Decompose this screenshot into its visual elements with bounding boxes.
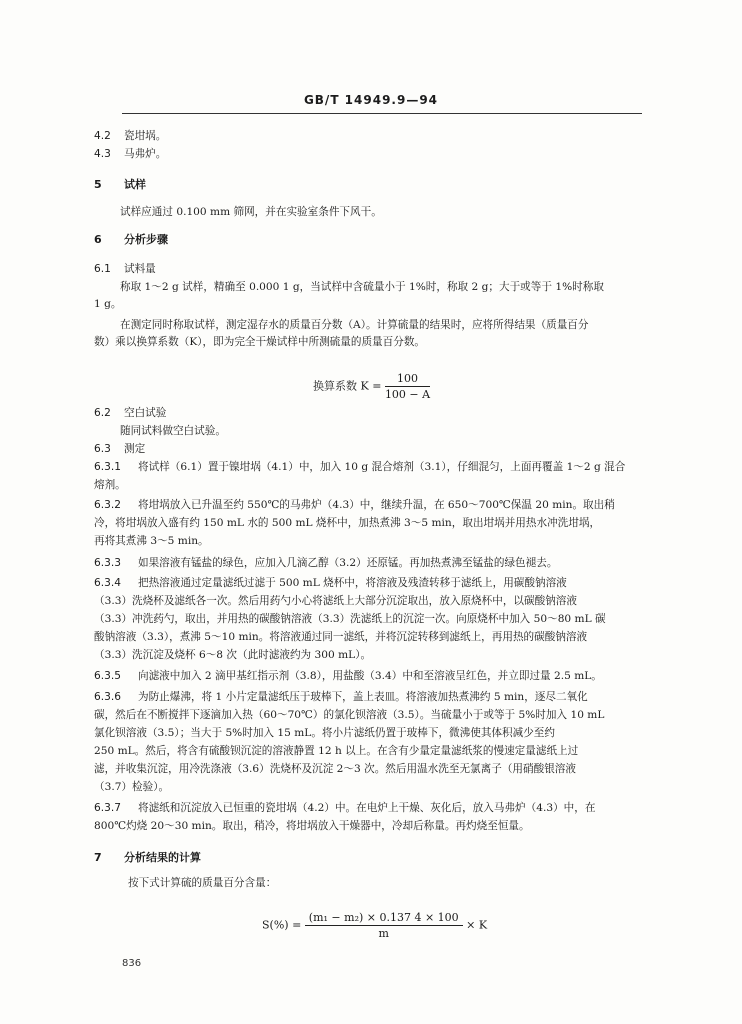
formula-lhs: 换算系数 K = [313, 379, 382, 393]
section-6-1-para2-line1: 在测定同时称取试样，测定湿存水的质量百分数（A）。计算硫量的结果时，应将所得结果（质量百分 [120, 319, 589, 331]
formula-lhs: S(%) = [262, 918, 302, 932]
formula-fraction [305, 911, 463, 940]
section-6-2-heading: 6.2 空白试验 [94, 407, 167, 419]
section-6-3-5-line1: 6.3.5 向滤液中加入 2 滴甲基红指示剂（3.8），用盐酸（3.4）中和至溶液呈红色，并立即过量 2.5 mL。 [94, 670, 602, 682]
section-6-3-heading: 6.3 测定 [94, 443, 146, 455]
section-6-1-para1-line1: 称取 1～2 g 试样，精确至 0.000 1 g，当试样中含硫量小于 1%时，称取 2 g；大于或等于 1%时称取 [120, 281, 604, 293]
formula-numerator: 100 [385, 372, 430, 387]
section-6-3-6-line4: 250 mL。然后，将含有硫酸钡沉淀的溶液静置 12 h 以上。在含有少量定量滤纸浆的慢速定量滤纸上过 [94, 745, 579, 757]
section-6-3-3-line1: 6.3.3 如果溶液有锰盐的绿色，应加入几滴乙醇（3.2）还原锰。再加热煮沸至锰盐的绿色褪去。 [94, 557, 558, 569]
formula-denominator: 100 − A [384, 388, 431, 401]
section-6-3-2-line3: 再将其煮沸 3～5 min。 [94, 535, 209, 547]
section-6-3-6-line3: 氯化钡溶液（3.5）；当大于 5%时加入 15 mL。将小片滤纸仍置于玻棒下，微沸使其体积减少至约 [94, 727, 555, 739]
section-6-1-para2-line2: 数）乘以换算系数（K），即为完全干燥试样中所测硫量的质量百分数。 [94, 336, 426, 348]
page-header: GB/T 14949.9—94 [303, 93, 439, 107]
page-number: 836 [122, 958, 142, 969]
section-6-3-4-line5: （3.3）洗沉淀及烧杯 6～8 次（此时滤液约为 300 mL）。 [94, 649, 372, 661]
section-6-heading: 6 分析步骤 [94, 233, 168, 246]
item-4-3: 4.3 马弗炉。 [94, 148, 167, 160]
section-5-heading: 5 试样 [94, 178, 146, 191]
section-6-3-4-line1: 6.3.4 把热溶液通过定量滤纸过滤于 500 mL 烧杯中，将溶液及残渣转移于滤纸上，用碳酸钠溶液 [94, 577, 567, 589]
formula-fraction [385, 372, 430, 401]
section-6-3-2-line2: 冷，将坩埚放入盛有约 150 mL 水的 500 mL 烧杯中，加热煮沸 3～5 min，取出坩埚并用热水冲洗坩埚， [94, 517, 601, 529]
section-6-3-6-line1: 6.3.6 为防止爆沸，将 1 小片定量滤纸压于玻棒下，盖上表皿。将溶液加热煮沸约 5 min，逐尽二氧化 [94, 691, 588, 703]
section-6-3-7-line2: 800℃灼烧 20～30 min。取出，稍冷，将坩埚放入干燥器中，冷却后称量。再灼烧至恒量。 [94, 820, 530, 832]
section-6-1-para1-line2: 1 g。 [94, 298, 122, 310]
section-6-3-6-line5: 滤，并收集沉淀，用冷洗涤液（3.6）洗烧杯及沉淀 2～3 次。然后用温水洗至无氯离子（用硝酸银溶液 [94, 763, 576, 775]
section-7-heading: 7 分析结果的计算 [94, 851, 201, 864]
section-5-text: 试样应通过 0.100 mm 筛网，并在实验室条件下风干。 [120, 206, 382, 218]
section-6-3-2-line1: 6.3.2 将坩埚放入已升温至约 550℃的马弗炉（4.3）中，继续升温，在 650～700℃保温 20 min。取出稍 [94, 499, 615, 511]
formula-denominator: m [378, 927, 389, 940]
item-4-2: 4.2 瓷坩埚。 [94, 130, 167, 142]
section-6-3-6-line2: 碳，然后在不断搅拌下逐滴加入热（60～70℃）的氯化钡溶液（3.5）。当硫量小于或等于 5%时加入 10 mL [94, 709, 605, 721]
section-6-3-1-line1: 6.3.1 将试样（6.1）置于镍坩埚（4.1）中，加入 10 g 混合熔剂（3.1），仔细混匀，上面再覆盖 1～2 g 混合 [94, 461, 626, 473]
section-6-3-4-line3: （3.3）冲洗药勺，取出，并用热的碳酸钠溶液（3.3）洗滤纸上的沉淀一次。向原烧杯中加入 50～80 mL 碳 [94, 613, 606, 625]
formula-tail: × K [466, 918, 488, 932]
formula-sulfur-content [262, 911, 487, 940]
section-6-1-heading: 6.1 试料量 [94, 263, 156, 275]
formula-conversion-factor [313, 372, 430, 401]
section-7-text: 按下式计算硫的质量百分含量： [128, 877, 277, 889]
section-6-3-6-line6: （3.7）检验）。 [94, 781, 170, 793]
formula-numerator: (m₁ − m₂) × 0.137 4 × 100 [305, 911, 463, 926]
section-6-3-4-line2: （3.3）洗烧杯及滤纸各一次。然后用药勺小心将滤纸上大部分沉淀取出，放入原烧杯中，以碳酸钠溶液 [94, 595, 577, 607]
section-6-3-7-line1: 6.3.7 将滤纸和沉淀放入已恒重的瓷坩埚（4.2）中。在电炉上干燥、灰化后，放入马弗炉（4.3）中，在 [94, 802, 596, 814]
section-6-2-text: 随同试料做空白试验。 [120, 425, 226, 437]
header-rule [122, 113, 642, 114]
section-6-3-1-line2: 熔剂。 [94, 479, 126, 491]
section-6-3-4-line4: 酸钠溶液（3.3），煮沸 5～10 min。将溶液通过同一滤纸，并将沉淀转移到滤纸上，再用热的碳酸钠溶液 [94, 631, 588, 643]
